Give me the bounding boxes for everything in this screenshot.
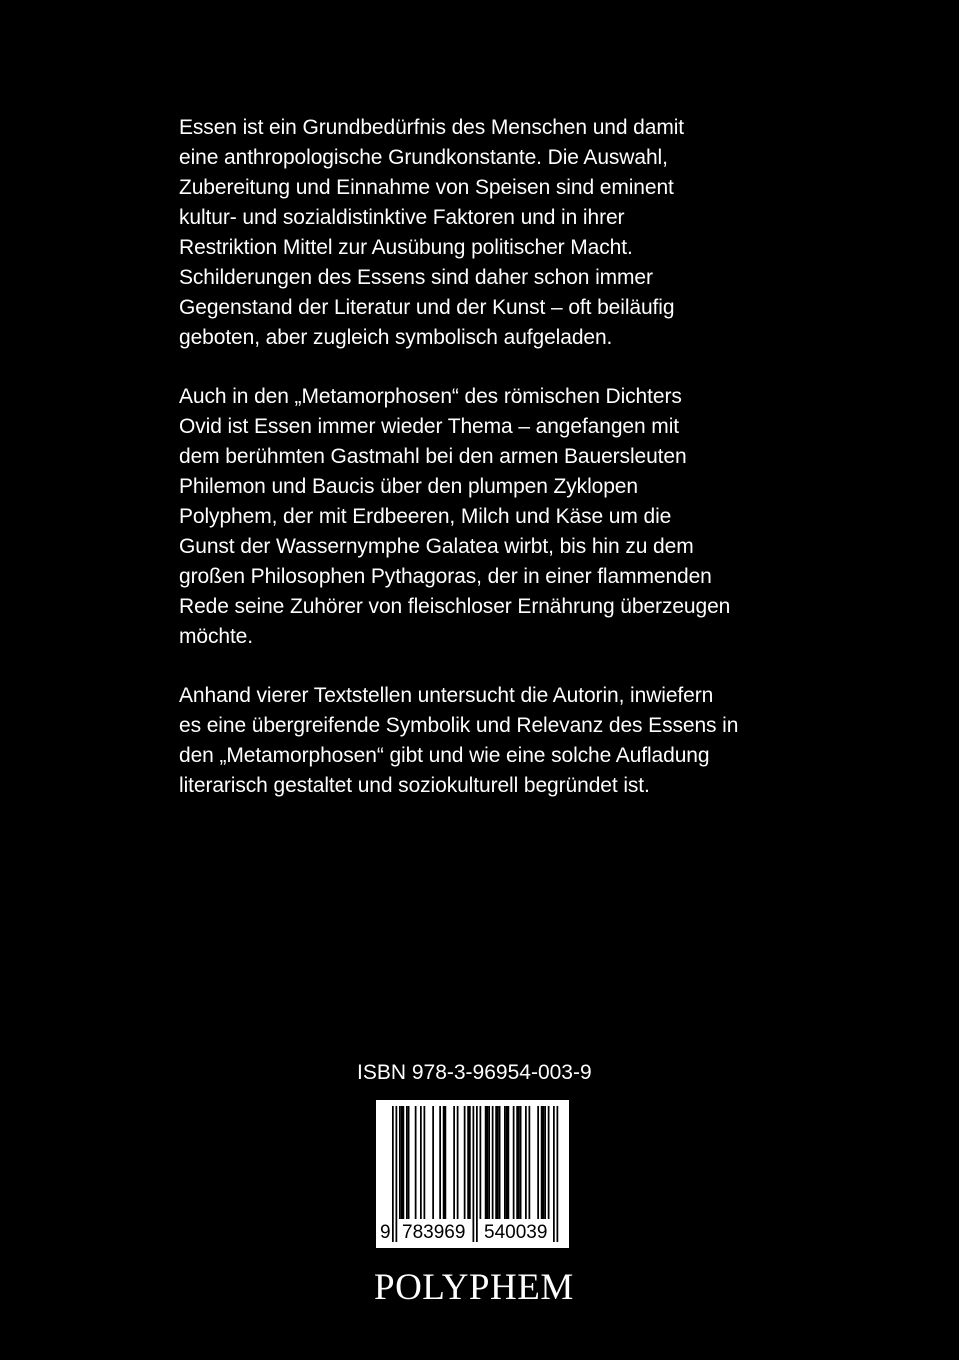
barcode-bar bbox=[506, 1106, 508, 1219]
barcode-bar bbox=[548, 1106, 550, 1219]
barcode-bar bbox=[518, 1106, 520, 1219]
barcode-bar bbox=[543, 1106, 545, 1219]
blurb-line: Zubereitung und Einnahme von Speisen sind eminent bbox=[179, 176, 674, 199]
publisher-logo: POLYPHEM bbox=[374, 1267, 574, 1308]
barcode-bar bbox=[457, 1106, 459, 1219]
barcode-bar bbox=[467, 1106, 469, 1219]
blurb-line: Auch in den „Metamorphosen“ des römischen Dichters bbox=[179, 385, 682, 408]
barcode-bar bbox=[480, 1106, 482, 1219]
barcode-bar bbox=[399, 1106, 401, 1219]
barcode-digit-group-right: 540039 bbox=[484, 1222, 548, 1243]
barcode-bar bbox=[420, 1106, 422, 1219]
barcode-bar bbox=[488, 1106, 490, 1219]
barcode-bar bbox=[445, 1106, 447, 1219]
barcode-bar bbox=[469, 1106, 471, 1219]
blurb-line: dem berühmten Gastmahl bei den armen Bauersleuten bbox=[179, 445, 687, 468]
barcode-bar bbox=[464, 1106, 466, 1219]
barcode-bar bbox=[492, 1106, 494, 1219]
barcode-bar bbox=[485, 1106, 487, 1219]
isbn-label: ISBN 978-3-96954-003-9 bbox=[357, 1061, 592, 1084]
barcode-bar bbox=[499, 1106, 501, 1219]
blurb-paragraph-3 bbox=[179, 681, 779, 801]
blurb-paragraph-1 bbox=[179, 113, 779, 353]
barcode-bar bbox=[497, 1106, 499, 1219]
barcode-digits bbox=[376, 1220, 569, 1246]
barcode-bar bbox=[439, 1106, 441, 1219]
barcode-bar bbox=[504, 1106, 506, 1219]
blurb-line: Ovid ist Essen immer wieder Thema – angefangen mit bbox=[179, 415, 680, 438]
barcode-bar bbox=[403, 1106, 405, 1219]
barcode-bar bbox=[495, 1106, 497, 1219]
blurb-line: Essen ist ein Grundbedürfnis des Menschen und damit bbox=[179, 116, 685, 139]
blurb-line: eine anthropologische Grundkonstante. Die Auswahl, bbox=[179, 146, 668, 169]
barcode-bar bbox=[537, 1106, 539, 1219]
back-cover-blurb bbox=[179, 113, 779, 830]
barcode-bar bbox=[415, 1106, 417, 1219]
isbn-barcode bbox=[376, 1100, 569, 1248]
blurb-line: den „Metamorphosen“ gibt und wie eine solche Aufladung bbox=[179, 744, 710, 767]
blurb-line: geboten, aber zugleich symbolisch aufgeladen. bbox=[179, 326, 613, 349]
barcode-bar bbox=[525, 1106, 527, 1219]
barcode-bar bbox=[508, 1106, 510, 1219]
barcode-bar bbox=[487, 1106, 489, 1219]
blurb-line: Polyphem, der mit Erdbeeren, Milch und Käse um die bbox=[179, 505, 672, 528]
blurb-line: Gunst der Wassernymphe Galatea wirbt, bis hin zu dem bbox=[179, 535, 694, 558]
barcode-bar bbox=[443, 1106, 445, 1219]
barcode-bar bbox=[408, 1106, 410, 1219]
blurb-line: möchte. bbox=[179, 625, 253, 648]
barcode-bar bbox=[520, 1106, 522, 1219]
barcode-bar bbox=[406, 1106, 408, 1219]
barcode-bar bbox=[529, 1106, 531, 1219]
barcode-bar bbox=[432, 1106, 434, 1219]
barcode-bar bbox=[513, 1106, 515, 1219]
blurb-line: Anhand vierer Textstellen untersucht die Autorin, inwiefern bbox=[179, 684, 714, 707]
blurb-line: Restriktion Mittel zur Ausübung politischer Macht. bbox=[179, 236, 633, 259]
barcode-bar bbox=[453, 1106, 455, 1219]
blurb-line: großen Philosophen Pythagoras, der in einer flammenden bbox=[179, 565, 712, 588]
blurb-line: kultur- und sozialdistinktive Faktoren und in ihrer bbox=[179, 206, 625, 229]
barcode-digit-group-left: 783969 bbox=[402, 1222, 466, 1243]
blurb-paragraph-2 bbox=[179, 382, 779, 652]
barcode-bar bbox=[541, 1106, 543, 1219]
barcode-bar bbox=[424, 1106, 426, 1219]
blurb-line: Gegenstand der Literatur und der Kunst – oft beiläufig bbox=[179, 296, 675, 319]
barcode-bar bbox=[544, 1106, 546, 1219]
blurb-line: literarisch gestaltet und soziokulturell begründet ist. bbox=[179, 774, 650, 797]
blurb-line: Schilderungen des Essens sind daher schon immer bbox=[179, 266, 653, 289]
barcode-bar bbox=[401, 1106, 403, 1219]
barcode-digit-group-lead: 9 bbox=[380, 1222, 391, 1243]
blurb-line: es eine übergreifende Symbolik und Relevanz des Essens in bbox=[179, 714, 739, 737]
barcode-bar bbox=[516, 1106, 518, 1219]
blurb-line: Rede seine Zuhörer von fleischloser Ernährung überzeugen bbox=[179, 595, 731, 618]
blurb-line: Philemon und Baucis über den plumpen Zyklopen bbox=[179, 475, 638, 498]
